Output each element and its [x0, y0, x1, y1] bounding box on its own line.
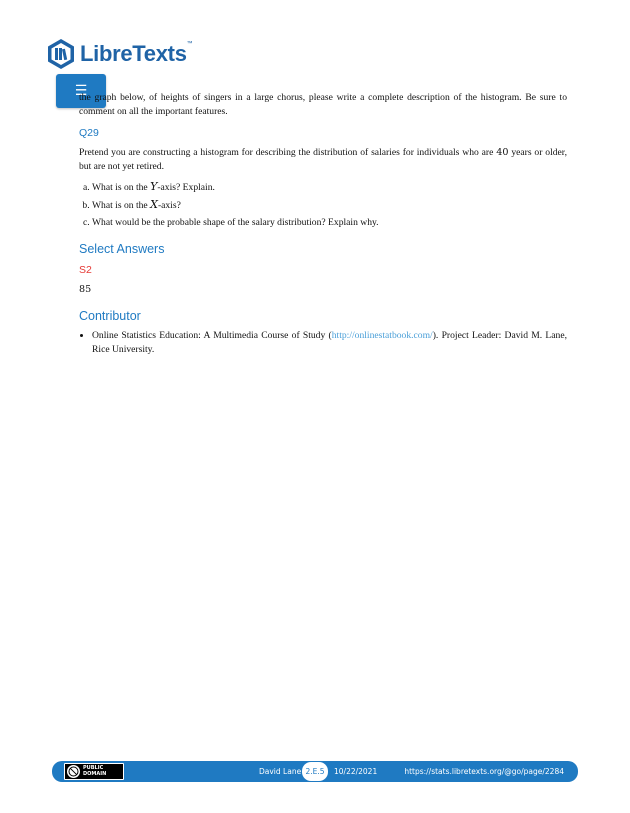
q29-list — [79, 180, 567, 230]
footer-date: 10/22/2021 — [334, 767, 378, 776]
logo-text: LibreTexts™ — [80, 41, 193, 66]
heading-select-answers: Select Answers — [79, 242, 165, 256]
libretexts-logo-icon — [46, 38, 76, 70]
list-item: • Online Statistics Education: A Multimedia Course of Study (http://onlinestatbook.com/). Project Leader: David M. Lane, Rice University. — [92, 329, 567, 357]
license-label: PUBLIC DOMAIN — [83, 765, 107, 777]
footer-author: David Lane — [259, 767, 302, 776]
page-number-badge: 2.E.5 — [302, 762, 328, 781]
list-item: c. What would be the probable shape of the salary distribution? Explain why. — [92, 216, 567, 230]
s2-answer: 85 — [79, 284, 92, 295]
heading-contributor: Contributor — [79, 309, 141, 323]
footer-url[interactable]: https://stats.libretexts.org/@go/page/2284 — [404, 767, 564, 776]
heading-q29: Q29 — [79, 127, 99, 139]
list-item: b. What is on the X-axis? — [92, 198, 567, 213]
libretexts-logo[interactable] — [46, 38, 192, 70]
public-domain-badge[interactable] — [64, 763, 124, 780]
main-content — [79, 91, 567, 357]
list-item: a. What is on the Y-axis? Explain. — [92, 180, 567, 195]
public-domain-icon — [67, 765, 80, 778]
contributor-list — [79, 329, 567, 357]
q29-paragraph: Pretend you are constructing a histogram for describing the distribution of salaries for individuals who are 40 years or older, but are not yet retired. — [79, 147, 568, 172]
onlinestatbook-link[interactable]: http://onlinestatbook.com/ — [331, 330, 433, 341]
hamburger-icon: ☰ — [74, 83, 88, 99]
heading-s2: S2 — [79, 264, 92, 276]
intro-paragraph: the graph below, of heights of singers in a large chorus, please write a complete description of the histogram. Be sure to comment on all the important features. — [79, 92, 567, 117]
footer-bar — [52, 761, 578, 782]
